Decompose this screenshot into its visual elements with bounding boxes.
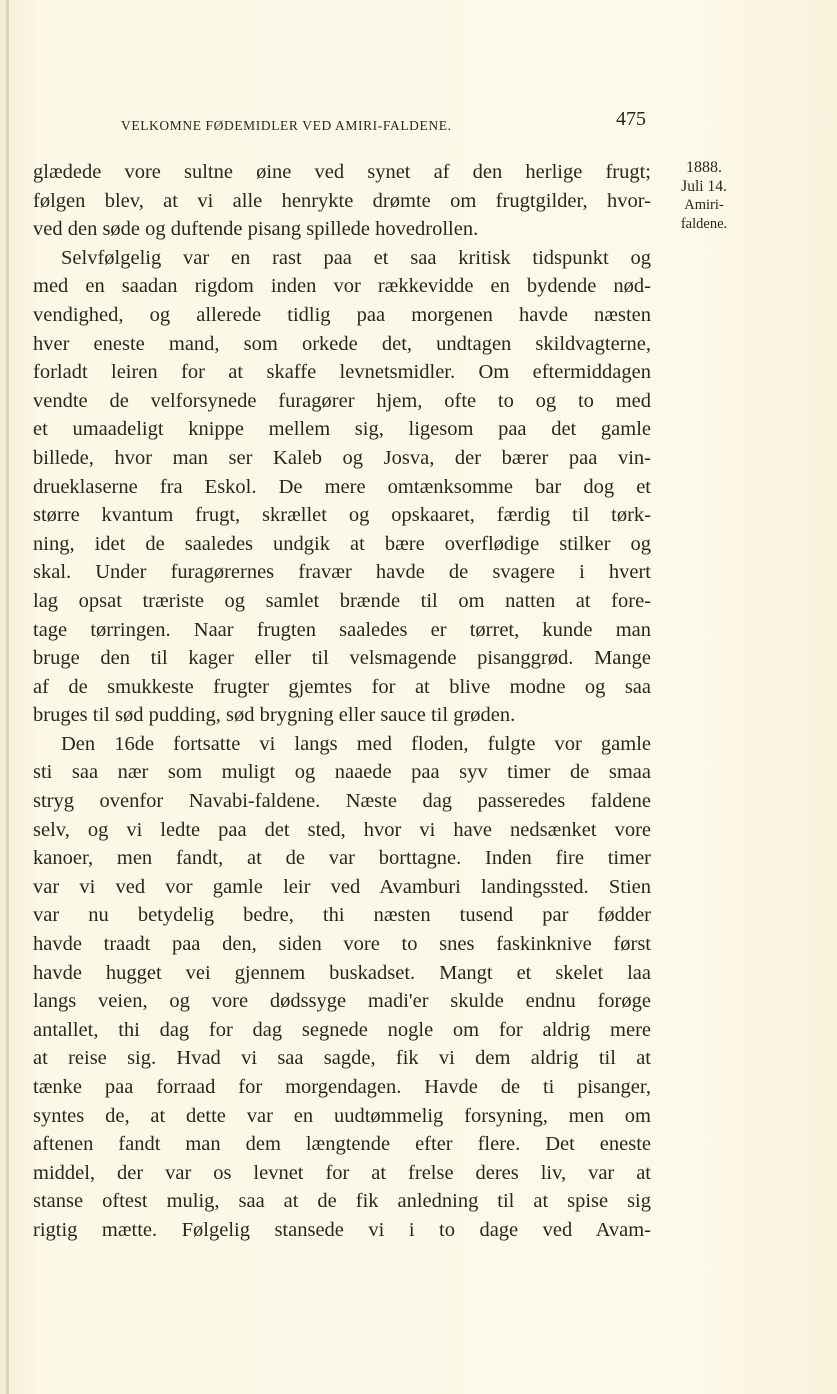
text-line: var nu betydelig bedre, thi næsten tusend par fødder [33, 904, 651, 927]
text-line: tænke paa forraad for morgendagen. Havde de ti pisanger, [33, 1076, 651, 1098]
text-line: større kvantum frugt, skrællet og opskaaret, færdig til tørk- [33, 504, 651, 527]
text-line: tage tørringen. Naar frugten saaledes er tørret, kunde man [33, 618, 651, 641]
text-line: glædede vore sultne øine ved synet af den herlige frugt; [33, 161, 651, 183]
text-line: aftenen fandt man dem længtende efter flere. Det eneste [33, 1133, 651, 1156]
text-line: stryg ovenfor Navabi-faldene. Næste dag passeredes faldene [33, 790, 651, 813]
text-line: middel, der var os levnet for at frelse deres liv, var at [33, 1161, 651, 1184]
text-line: et umaadeligt knippe mellem sig, ligesom paa det gamle [33, 418, 651, 441]
text-line: havde hugget vei gjennem buskadset. Mangt et skelet laa [33, 961, 651, 984]
text-line: billede, hvor man ser Kaleb og Josva, der bærer paa vin- [33, 446, 651, 469]
margin-note-place-1: Amiri- [684, 197, 724, 213]
body-text [33, 158, 651, 1245]
text-line: ning, idet de saaledes undgik at bære overflødige stilker og [33, 532, 651, 555]
text-line: med en saadan rigdom inden vor rækkevidde en bydende nød- [33, 275, 651, 298]
text-line: at reise sig. Hvad vi saa sagde, fik vi dem aldrig til at [33, 1047, 651, 1070]
margin-note [664, 158, 744, 234]
running-head-title: VELKOMNE FØDEMIDLER VED AMIRI-FALDENE. [121, 118, 452, 133]
text-line: af de smukkeste frugter gjemtes for at blive modne og saa [33, 675, 651, 698]
text-line: langs veien, og vore dødssyge madi'er skulde endnu forøge [33, 990, 651, 1013]
text-line: vendte de velforsynede furagører hjem, ofte to og to med [33, 389, 651, 412]
text-line: følgen blev, at vi alle henrykte drømte om frugtgilder, hvor- [33, 189, 651, 212]
text-line: stanse oftest mulig, saa at de fik anledning til at spise sig [33, 1190, 651, 1213]
page-number: 475 [616, 108, 646, 130]
text-line: havde traadt paa den, siden vore to snes faskinknive først [33, 933, 651, 956]
text-line: vendighed, og allerede tidlig paa morgenen havde næsten [33, 303, 651, 326]
margin-note-place-2: faldene. [680, 216, 728, 232]
text-line: antallet, thi dag for dag segnede nogle om for aldrig mere [33, 1018, 651, 1041]
running-head [121, 108, 651, 140]
text-line: lag opsat træriste og samlet brænde til om natten at fore- [33, 589, 651, 612]
margin-note-date: Juli 14. [681, 178, 727, 195]
text-line: Den 16de fortsatte vi langs med floden, fulgte vor gamle [61, 732, 651, 755]
text-line: var vi ved vor gamle leir ved Avamburi landingssted. Stien [33, 875, 651, 898]
page-binding-edge [6, 0, 9, 1394]
text-line: skal. Under furagørernes fravær havde de svagere i hvert [33, 561, 651, 584]
text-line: bruges til sød pudding, sød brygning eller sauce til grøden. [33, 704, 516, 727]
text-line: rigtig mætte. Følgelig stansede vi i to dage ved Avam- [33, 1218, 651, 1241]
text-line: syntes de, at dette var en uudtømmelig forsyning, men om [33, 1104, 651, 1127]
text-line: sti saa nær som muligt og naaede paa syv timer de smaa [33, 761, 651, 784]
text-line: bruge den til kager eller til velsmagende pisanggrød. Mange [33, 647, 651, 670]
text-line: drueklaserne fra Eskol. De mere omtænksomme bar dog et [33, 475, 651, 498]
margin-note-year: 1888. [686, 159, 722, 176]
text-line: ved den søde og duftende pisang spillede hovedrollen. [33, 218, 479, 241]
text-line: selv, og vi ledte paa det sted, hvor vi have nedsænket vore [33, 818, 651, 841]
text-line: forladt leiren for at skaffe levnetsmidler. Om eftermiddagen [33, 361, 651, 384]
text-line: hver eneste mand, som orkede det, undtagen skildvagterne, [33, 332, 651, 355]
text-line: kanoer, men fandt, at de var borttagne. Inden fire timer [33, 847, 651, 870]
text-line: Selvfølgelig var en rast paa et saa kritisk tidspunkt og [61, 246, 651, 269]
